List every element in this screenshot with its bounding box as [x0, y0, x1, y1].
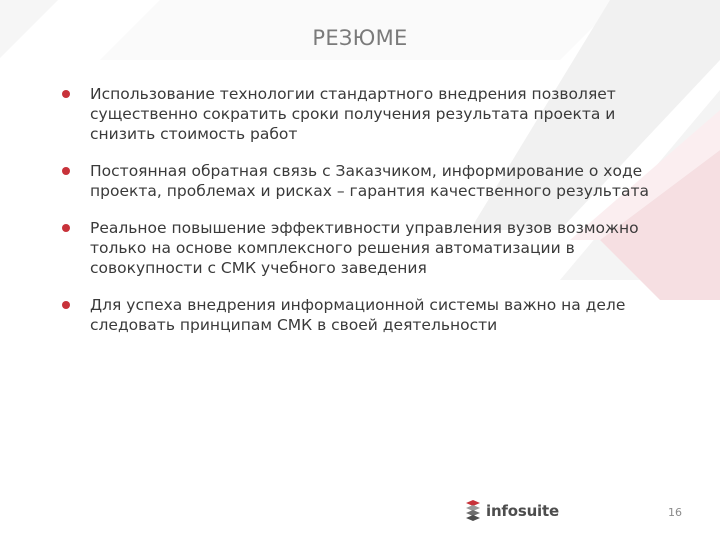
- bullet-item: [62, 218, 662, 278]
- bullet-dot-icon: [62, 90, 70, 98]
- bullet-item: [62, 161, 662, 201]
- bullet-item: [62, 295, 662, 335]
- infosuite-logo: [463, 499, 559, 523]
- bullet-text: Реальное повышение эффективности управления вузов возможно только на основе комплексного решения автоматизации в совокупности с СМК учебного заведения: [90, 219, 639, 277]
- bullet-text: Для успеха внедрения информационной системы важно на деле следовать принципам СМК в своей деятельности: [90, 296, 626, 334]
- page-number: 16: [668, 506, 682, 519]
- bullet-dot-icon: [62, 167, 70, 175]
- bullet-dot-icon: [62, 224, 70, 232]
- slide-title: РЕЗЮМЕ: [312, 26, 408, 50]
- bullet-item: [62, 84, 662, 144]
- bullet-text: Постоянная обратная связь с Заказчиком, информирование о ходе проекта, проблемах и рисках – гарантия качественного результата: [90, 162, 649, 200]
- infosuite-logo-mark-icon: [463, 499, 483, 523]
- logo-text: infosuite: [486, 502, 559, 520]
- bullet-dot-icon: [62, 301, 70, 309]
- bullet-list: [62, 84, 662, 335]
- bullet-text: Использование технологии стандартного внедрения позволяет существенно сократить сроки получения результата проекта и снизить стоимость работ: [90, 85, 616, 143]
